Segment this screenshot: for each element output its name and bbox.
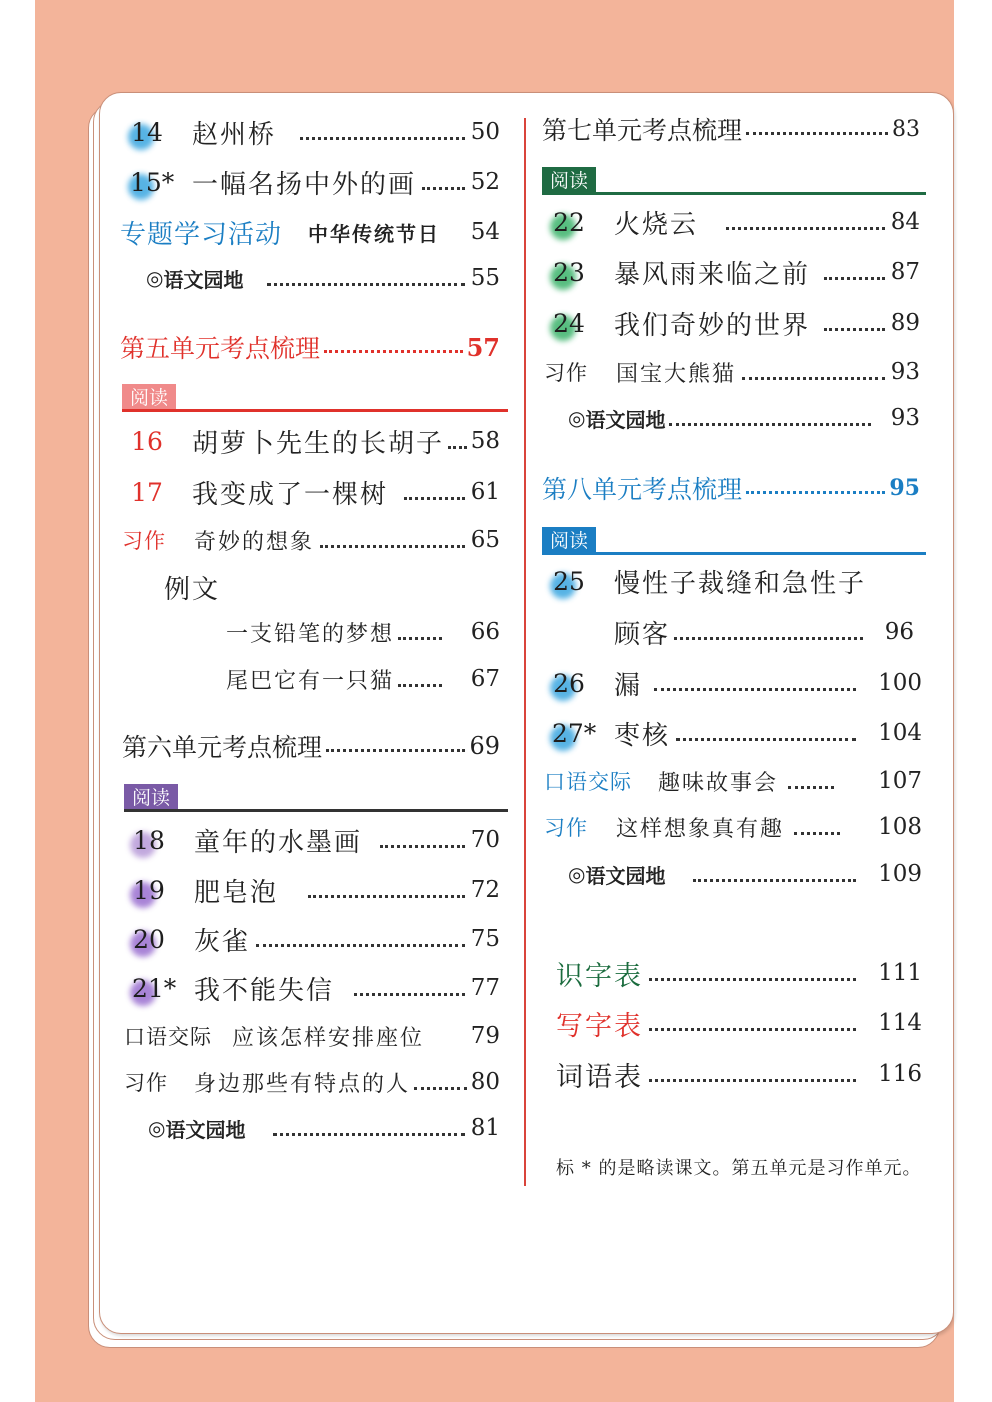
writing-label: 习作	[544, 816, 588, 840]
reading-tag-bar	[122, 384, 508, 412]
page-number: 93	[890, 405, 920, 431]
writing-title: 身边那些有特点的人	[194, 1071, 411, 1097]
dot-leader	[693, 879, 856, 882]
lesson-row[interactable]	[130, 472, 500, 512]
lesson-row[interactable]	[552, 252, 920, 292]
example-heading	[164, 567, 364, 607]
writing-label: 习作	[544, 361, 588, 385]
page-number: 75	[470, 926, 500, 952]
page-number: 109	[878, 861, 922, 887]
dot-leader	[746, 491, 885, 494]
example-title: 尾巴它有一只猫	[226, 668, 395, 694]
page-number: 79	[470, 1023, 500, 1049]
writing-label: 习作	[122, 529, 166, 553]
example-row[interactable]	[226, 612, 500, 652]
page-number: 114	[878, 1010, 922, 1036]
page-number: 116	[878, 1061, 922, 1087]
unit-review-label: 第七单元考点梳理	[542, 116, 743, 145]
special-activity-label: 专题学习活动	[120, 219, 283, 250]
garden-symbol: ◎	[568, 406, 586, 430]
lesson-title: 慢性子裁缝和急性子	[614, 568, 867, 599]
page-number: 95	[889, 475, 920, 501]
lesson-number: 21*	[132, 974, 180, 1003]
lesson-title-continued: 顾客	[614, 619, 671, 650]
lesson-row[interactable]	[130, 421, 500, 461]
writing-row[interactable]	[544, 352, 920, 392]
lesson-row[interactable]	[552, 663, 922, 703]
lesson-row-continued[interactable]	[614, 612, 914, 652]
dot-leader	[742, 377, 885, 380]
dot-leader	[320, 545, 465, 548]
writing-label: 习作	[124, 1071, 168, 1095]
oral-label: 口语交际	[124, 1025, 212, 1049]
dot-leader	[326, 749, 465, 752]
writing-row[interactable]	[544, 807, 922, 847]
page-number: 58	[470, 428, 500, 454]
writing-title: 这样想象真有趣	[616, 816, 785, 842]
page-number: 55	[470, 265, 500, 291]
appendix-title: 写字表	[556, 1010, 643, 1042]
reading-tag-bar	[124, 784, 508, 812]
tag-underline	[542, 192, 926, 195]
lesson-number: 15*	[130, 168, 178, 197]
reading-tag: 阅读	[124, 784, 178, 812]
page-number: 57	[466, 332, 500, 362]
lesson-number: 24	[552, 309, 586, 338]
lesson-row[interactable]	[132, 968, 500, 1008]
reading-tag: 阅读	[122, 384, 176, 412]
page-number: 67	[470, 666, 500, 692]
dot-leader	[649, 978, 856, 981]
page-number: 89	[890, 310, 920, 336]
unit-review-label: 第五单元考点梳理	[120, 334, 321, 363]
unit6-review-row[interactable]	[122, 726, 500, 766]
dot-leader	[354, 993, 465, 996]
writing-title: 奇妙的想象	[194, 529, 315, 555]
chinese-garden-row[interactable]	[568, 398, 920, 438]
dot-leader	[746, 132, 888, 135]
unit7-review-row[interactable]	[542, 109, 920, 149]
garden-label: 语文园地	[585, 863, 666, 888]
chinese-garden-row[interactable]	[146, 258, 500, 298]
lesson-title: 漏	[614, 670, 643, 701]
page-number: 72	[470, 877, 500, 903]
garden-symbol: ◎	[146, 266, 164, 290]
lesson-row[interactable]	[132, 919, 500, 959]
page-number: 81	[470, 1115, 500, 1141]
unit-review-label: 第八单元考点梳理	[542, 475, 743, 504]
lesson-title: 火烧云	[614, 209, 699, 240]
dot-leader	[726, 227, 885, 230]
page-number: 93	[890, 359, 920, 385]
lesson-number: 27*	[552, 719, 600, 748]
page-number: 50	[470, 119, 500, 145]
chinese-garden-row[interactable]	[148, 1108, 500, 1148]
dot-leader	[448, 446, 467, 449]
page-number: 100	[878, 670, 922, 696]
lesson-title: 童年的水墨画	[194, 827, 363, 858]
appendix-title: 识字表	[556, 960, 643, 992]
page-number: 104	[878, 720, 922, 746]
lesson-title: 胡萝卜先生的长胡子	[192, 428, 445, 459]
reading-tag: 阅读	[542, 527, 596, 555]
writing-row[interactable]	[124, 1062, 500, 1102]
dot-leader	[649, 1079, 856, 1082]
lesson-number: 16	[131, 426, 163, 456]
lesson-title: 一幅名扬中外的画	[192, 169, 417, 200]
lesson-row[interactable]	[552, 202, 920, 242]
appendix-row[interactable]	[556, 1003, 922, 1043]
tag-underline	[124, 809, 508, 812]
page-number: 52	[470, 169, 500, 195]
dot-leader	[422, 187, 465, 190]
lesson-row[interactable]	[132, 870, 500, 910]
dot-leader	[824, 328, 885, 331]
lesson-title: 我们奇妙的世界	[614, 310, 811, 341]
lesson-row[interactable]	[552, 561, 920, 601]
dot-leader	[824, 277, 885, 280]
lesson-number: 22	[552, 208, 586, 237]
chinese-garden-row[interactable]	[568, 854, 922, 894]
lesson-number: 17	[131, 477, 163, 507]
tag-underline	[122, 409, 508, 412]
page-number: 54	[470, 219, 500, 245]
page-number: 69	[469, 732, 500, 760]
lesson-title: 枣核	[614, 720, 671, 751]
lesson-row[interactable]	[552, 303, 920, 343]
lesson-row[interactable]	[130, 162, 500, 202]
dot-leader	[404, 497, 465, 500]
lesson-number: 25	[552, 567, 586, 596]
dot-leader	[794, 832, 840, 835]
dot-leader	[649, 1028, 856, 1031]
writing-row[interactable]	[122, 520, 500, 560]
lesson-number: 23	[552, 258, 586, 287]
unit-review-label: 第六单元考点梳理	[122, 733, 323, 762]
lesson-number: 26	[552, 669, 586, 698]
example-title: 一支铅笔的梦想	[226, 621, 395, 647]
page-number: 84	[890, 209, 920, 235]
dot-leader	[669, 423, 870, 426]
special-activity-row[interactable]	[120, 212, 500, 252]
dot-leader	[308, 895, 465, 898]
dot-leader	[398, 684, 442, 687]
lesson-number: 18	[132, 826, 166, 855]
page-number: 66	[470, 619, 500, 645]
page-number: 70	[470, 827, 500, 853]
dot-leader	[324, 350, 463, 353]
oral-communication-row[interactable]	[124, 1016, 500, 1056]
page-number: 87	[890, 259, 920, 285]
lesson-title: 肥皂泡	[194, 877, 279, 908]
page-number: 107	[878, 768, 922, 794]
lesson-title: 我变成了一棵树	[192, 479, 389, 510]
oral-title: 趣味故事会	[658, 770, 779, 796]
dot-leader	[676, 738, 856, 741]
unit5-review-row[interactable]	[120, 327, 500, 367]
page-number: 83	[892, 116, 920, 142]
garden-symbol: ◎	[568, 862, 586, 886]
footnote: 标 * 的是略读课文。第五单元是习作单元。	[556, 1158, 922, 1179]
page-number: 111	[878, 960, 922, 986]
lesson-title: 灰雀	[194, 926, 251, 957]
appendix-row[interactable]	[556, 953, 922, 993]
page-number: 108	[878, 814, 922, 840]
dot-leader	[674, 637, 863, 640]
reading-tag-bar	[542, 527, 926, 555]
dot-leader	[414, 1087, 467, 1090]
lesson-row[interactable]	[552, 713, 922, 753]
oral-label: 口语交际	[544, 770, 632, 794]
page-number: 80	[470, 1069, 500, 1095]
lesson-title: 暴风雨来临之前	[614, 259, 811, 290]
dot-leader	[380, 845, 465, 848]
lesson-number: 19	[132, 876, 166, 905]
dot-leader	[654, 688, 856, 691]
lesson-title: 我不能失信	[194, 975, 335, 1006]
garden-label: 语文园地	[585, 407, 666, 432]
oral-communication-row[interactable]	[544, 761, 922, 801]
writing-title: 国宝大熊猫	[616, 361, 737, 387]
page-number: 65	[470, 527, 500, 553]
example-label: 例文	[164, 574, 221, 605]
dot-leader	[273, 1133, 464, 1136]
appendix-title: 词语表	[556, 1061, 643, 1093]
lesson-number: 20	[132, 925, 166, 954]
lesson-row[interactable]	[132, 820, 500, 860]
unit8-review-row[interactable]	[542, 468, 920, 508]
page-number: 96	[884, 619, 914, 645]
garden-label: 语文园地	[163, 267, 244, 292]
dot-leader	[398, 637, 442, 640]
dot-leader	[267, 283, 464, 286]
garden-symbol: ◎	[148, 1116, 166, 1140]
oral-title: 应该怎样安排座位	[232, 1025, 425, 1051]
tag-underline	[542, 552, 926, 555]
lesson-row[interactable]	[130, 112, 500, 152]
example-row[interactable]	[226, 659, 500, 699]
lesson-number: 14	[130, 118, 164, 147]
column-divider	[524, 118, 526, 1186]
appendix-row[interactable]	[556, 1054, 922, 1094]
page-number: 61	[470, 479, 500, 505]
dot-leader	[788, 786, 834, 789]
lesson-title: 赵州桥	[192, 119, 277, 150]
dot-leader	[300, 137, 465, 140]
page-number: 77	[470, 975, 500, 1001]
reading-tag-bar	[542, 167, 926, 195]
dot-leader	[256, 944, 465, 947]
garden-label: 语文园地	[165, 1117, 246, 1142]
special-activity-title: 中华传统节日	[308, 221, 441, 246]
reading-tag: 阅读	[542, 167, 596, 195]
